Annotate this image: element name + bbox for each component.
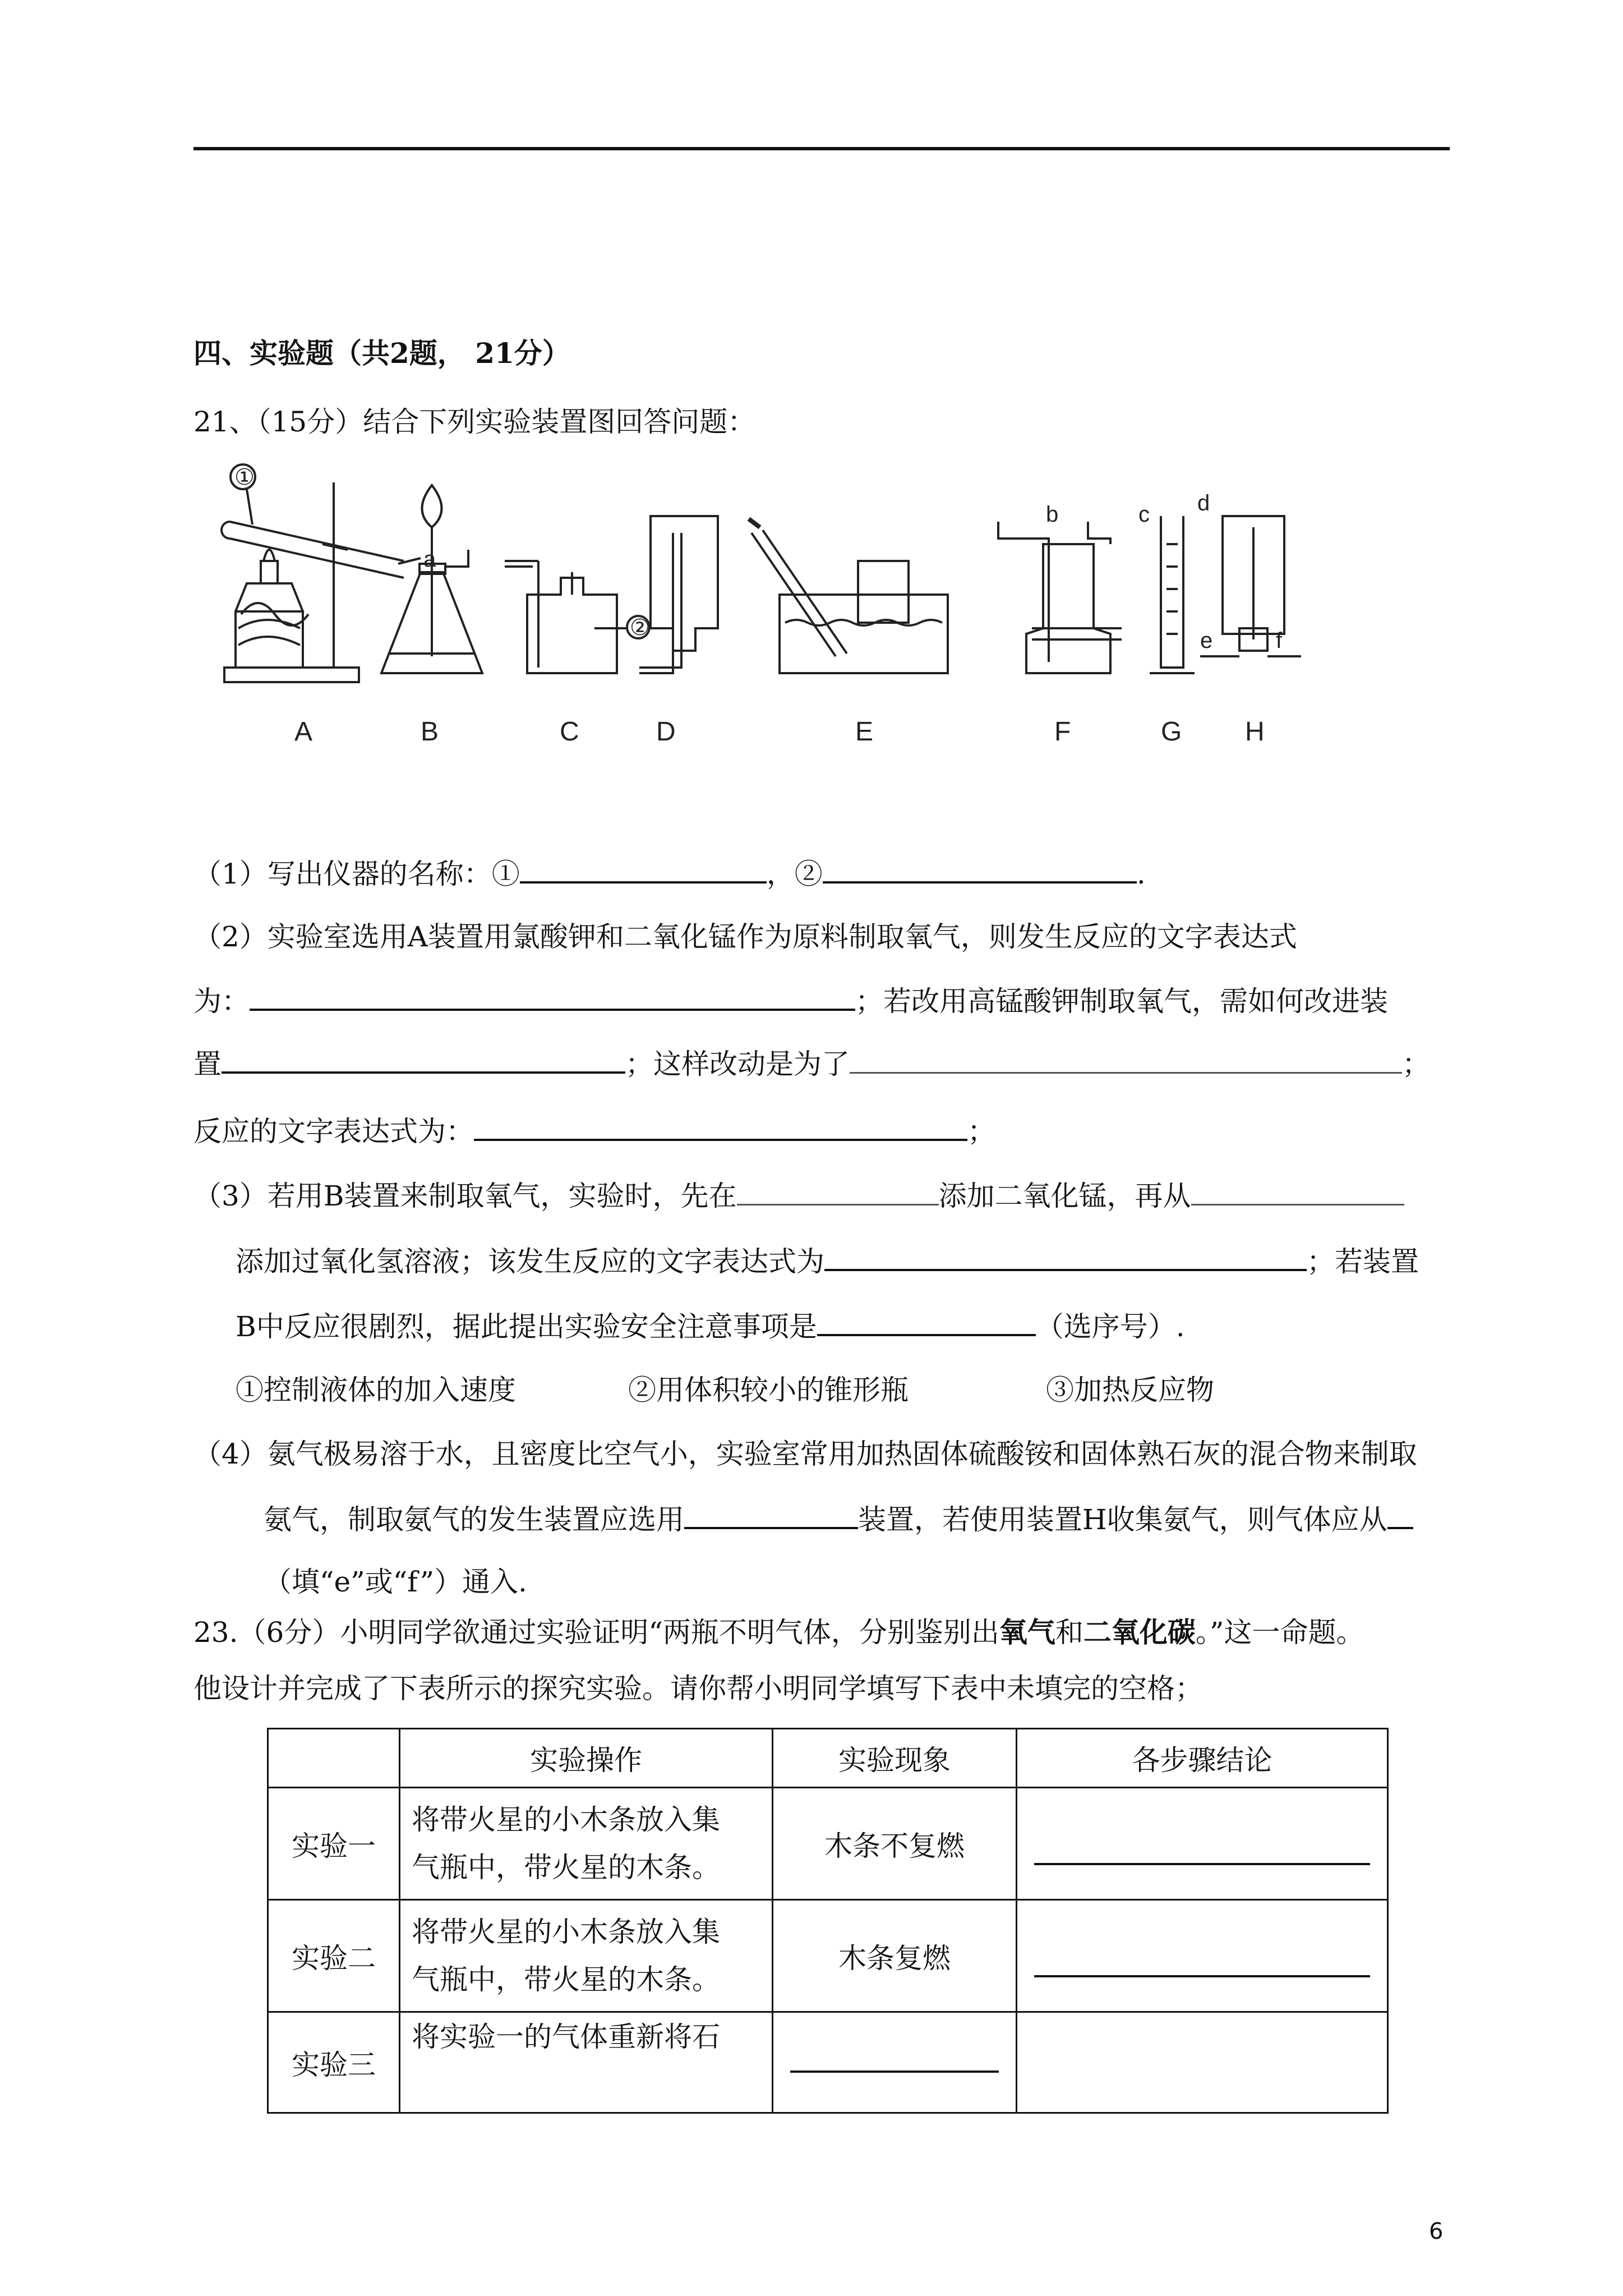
table-header-cell: 实验操作	[400, 1729, 773, 1788]
q21-part1	[193, 857, 1146, 891]
answer-blank-12[interactable]	[1387, 1502, 1413, 1529]
row-phenomenon	[773, 2012, 1017, 2113]
q21-p3-l1-start: （3）若用B装置来制取氧气，实验时，先在	[193, 1180, 737, 1212]
q21-part4-line2	[264, 1502, 1413, 1536]
row-op-line: 气瓶中，带火星的木条。	[412, 1851, 720, 1884]
row-operation	[400, 1900, 773, 2012]
table-header-cell	[268, 1729, 400, 1788]
answer-blank-8[interactable]	[1191, 1179, 1404, 1205]
apparatus-b	[381, 485, 482, 673]
row-op-line: 气瓶中，带火星的木条。	[412, 1963, 720, 1996]
label-a-small: a	[423, 547, 436, 572]
answer-blank-6[interactable]	[474, 1114, 967, 1141]
label-d-small: d	[1197, 491, 1210, 516]
q21-p3-l2-start: 添加过氧化氢溶液；该发生反应的文字表达式为	[236, 1245, 824, 1278]
q21-p2-l3-end: ；	[1402, 1048, 1430, 1080]
page-number: 6	[1429, 2219, 1444, 2244]
answer-blank-14[interactable]	[1034, 1950, 1370, 1977]
table-row	[268, 1788, 1388, 1900]
q21-p2-l3-mid: ；这样改动是为了	[625, 1048, 850, 1080]
row-name: 实验二	[268, 1900, 400, 2012]
apparatus-h	[1200, 516, 1301, 656]
row-conclusion	[1017, 2012, 1388, 2113]
header-rule	[193, 147, 1450, 150]
q21-part3-option2: ②用体积较小的锥形瓶	[628, 1374, 909, 1406]
row-op-line: 将实验一的气体重新将石	[412, 2021, 720, 2053]
label-b-small: b	[1046, 502, 1059, 527]
apparatus-e	[749, 519, 948, 673]
label-e-small: e	[1200, 628, 1213, 653]
q21-p3-l1-mid: 添加二氧化锰，再从	[938, 1180, 1191, 1212]
answer-blank-2[interactable]	[823, 857, 1137, 884]
table-header-cell: 各步骤结论	[1017, 1729, 1388, 1788]
q21-part2-line2	[193, 984, 1388, 1018]
q21-part3-line1	[193, 1179, 1404, 1213]
q21-p2-l2-start: 为：	[193, 985, 250, 1018]
label-c-small: c	[1138, 502, 1150, 527]
apparatus-d	[639, 516, 718, 673]
label-c: C	[560, 717, 579, 747]
label-circle2: ②	[630, 615, 650, 640]
experiment-table	[267, 1728, 1389, 2114]
q21-part4-line1: （4）氨气极易溶于水，且密度比空气小，实验室常用加热固体硫酸铵和固体熟石灰的混合物来制取	[193, 1438, 1417, 1470]
apparatus-f	[998, 522, 1122, 673]
table-header-cell: 实验现象	[773, 1729, 1017, 1788]
row-conclusion	[1017, 1788, 1388, 1900]
label-f-small: f	[1276, 628, 1283, 653]
q21-part4-line3: （填“e”或“f”）通入.	[264, 1566, 527, 1598]
q21-p3-l3-start: B中反应很剧烈，据此提出实验安全注意事项是	[236, 1310, 817, 1343]
row-operation	[400, 1788, 773, 1900]
q23-intro	[193, 1616, 1364, 1649]
table-header-row	[268, 1729, 1388, 1788]
q21-part3-line3	[236, 1309, 1185, 1343]
q21-p3-l2-end: ；若装置	[1307, 1245, 1419, 1278]
answer-blank-15[interactable]	[790, 2046, 999, 2073]
answer-blank-13[interactable]	[1034, 1838, 1370, 1865]
label-a: A	[294, 717, 313, 747]
q21-intro: 21、（15分）结合下列实验装置图回答问题：	[193, 406, 756, 438]
table-row	[268, 2012, 1388, 2113]
q23-intro-start: 23.（6分）小明同学欲通过实验证明“两瓶不明气体，分别鉴别出	[193, 1616, 999, 1649]
q21-p2-l4-start: 反应的文字表达式为：	[193, 1115, 474, 1148]
answer-blank-11[interactable]	[684, 1502, 858, 1529]
q21-p4-l2-mid: 装置，若使用装置H收集氨气，则气体应从	[858, 1503, 1387, 1536]
row-op-line: 将带火星的小木条放入集	[412, 1915, 720, 1948]
answer-blank-9[interactable]	[824, 1244, 1307, 1271]
q21-p2-l4-end: ；	[967, 1115, 995, 1148]
q21-part3-option1: ①控制液体的加入速度	[236, 1374, 516, 1406]
q21-p4-l2-start: 氨气，制取氨气的发生装置应选用	[264, 1503, 684, 1536]
apparatus-figure	[213, 460, 1368, 752]
row-phenomenon: 木条复燃	[773, 1900, 1017, 2012]
answer-blank-4[interactable]	[222, 1047, 625, 1074]
answer-blank-7[interactable]	[737, 1179, 939, 1205]
q21-p3-l3-end: （选序号）.	[1035, 1310, 1185, 1343]
row-phenomenon: 木条不复燃	[773, 1788, 1017, 1900]
answer-blank-10[interactable]	[817, 1309, 1036, 1336]
label-b: B	[421, 717, 439, 747]
label-circle1: ①	[234, 465, 255, 490]
label-f: F	[1054, 717, 1071, 747]
q21-part2-line3	[193, 1047, 1430, 1081]
q21-p1-text: （1）写出仪器的名称：①	[193, 858, 520, 890]
label-h: H	[1245, 717, 1265, 747]
answer-blank-5[interactable]	[850, 1047, 1402, 1074]
row-op-line: 将带火星的小木条放入集	[412, 1803, 720, 1836]
apparatus-g	[1150, 516, 1195, 673]
apparatus-c	[505, 561, 649, 673]
row-operation	[400, 2012, 773, 2113]
q23-bold-oxygen: 氧气	[999, 1616, 1055, 1649]
label-d: D	[656, 717, 676, 747]
q23-intro-end: 。”这一命题。	[1195, 1616, 1364, 1649]
row-conclusion	[1017, 1900, 1388, 2012]
q21-part2-line1: （2）实验室选用A装置用氯酸钾和二氧化锰作为原料制取氧气，则发生反应的文字表达式	[193, 921, 1297, 953]
q21-part3-line2	[236, 1244, 1419, 1278]
q21-part3-option3: ③加热反应物	[1046, 1374, 1214, 1406]
row-name: 实验一	[268, 1788, 400, 1900]
answer-blank-3[interactable]	[250, 984, 855, 1011]
q21-p2-l3-start: 置	[193, 1048, 222, 1080]
section-title: 四、实验题（共2题， 21分）	[193, 337, 570, 370]
q23-line2: 他设计并完成了下表所示的探究实验。请你帮小明同学填写下表中未填完的空格；	[193, 1672, 1203, 1705]
q21-p2-l2-mid: ；若改用高锰酸钾制取氧气，需如何改进装	[855, 985, 1388, 1018]
q23-bold-co2: 二氧化碳	[1083, 1616, 1196, 1649]
answer-blank-1[interactable]	[520, 857, 767, 884]
row-name: 实验三	[268, 2012, 400, 2113]
q21-p1-end: .	[1136, 858, 1146, 890]
q23-mid: 和	[1055, 1616, 1083, 1649]
table-row	[268, 1900, 1388, 2012]
label-g: G	[1161, 717, 1182, 747]
q21-part2-line4	[193, 1114, 995, 1148]
label-e: E	[855, 717, 874, 747]
q21-p1-sep: ，②	[766, 858, 823, 890]
